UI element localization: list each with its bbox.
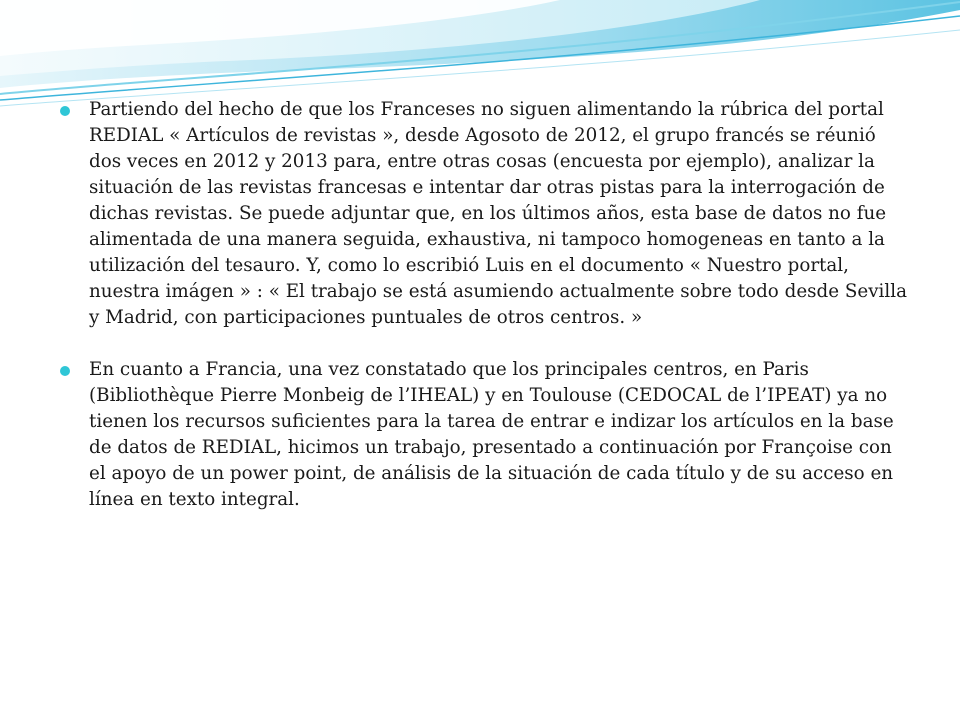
bullet-text-1: Partiendo del hecho de que los Franceses no siguen alimentando la rúbrica del portal REDIAL « Artículos de revistas », desde Agosoto de 2012, el grupo francés se réunió dos veces en 2012 y 2013 para, entre otras cosas (encuesta por ejemplo), analizar la situación de las revistas francesas e intentar dar otras pistas para la interrogación de dichas revistas. Se puede adjuntar que, en los últimos años, esta base de datos no fue alimentada de una manera seguida, exhaustiva, ni tampoco homogeneas en tanto a la utilización del tesauro. Y, como lo escribió Luis en el documento « Nuestro portal, nuestra imágen » : « El trabajo se está asumiendo actualmente sobre todo desde Sevilla y Madrid, con participaciones puntuales de otros centros. »	[89, 99, 907, 328]
bullet-text-2: En cuanto a Francia, una vez constatado que los principales centros, en Paris (Bibliothèque Pierre Monbeig de l’IHEAL) y en Toulouse (CEDOCAL de l’IPEAT) ya no tienen los recursos suficientes para la tarea de entrar e indizar los artículos en la base de datos de REDIAL, hicimos un trabajo, presentado a continuación por Françoise con el apoyo de un power point, de análisis de la situación de cada título y de su acceso en línea en texto integral.	[89, 359, 894, 510]
bullet-list	[60, 97, 910, 513]
bullet-item-2	[60, 357, 910, 513]
bullet-item-1	[60, 97, 910, 331]
bullet-dot-icon	[60, 366, 70, 376]
header-wave-decoration	[0, 0, 960, 110]
bullet-dot-icon	[60, 106, 70, 116]
